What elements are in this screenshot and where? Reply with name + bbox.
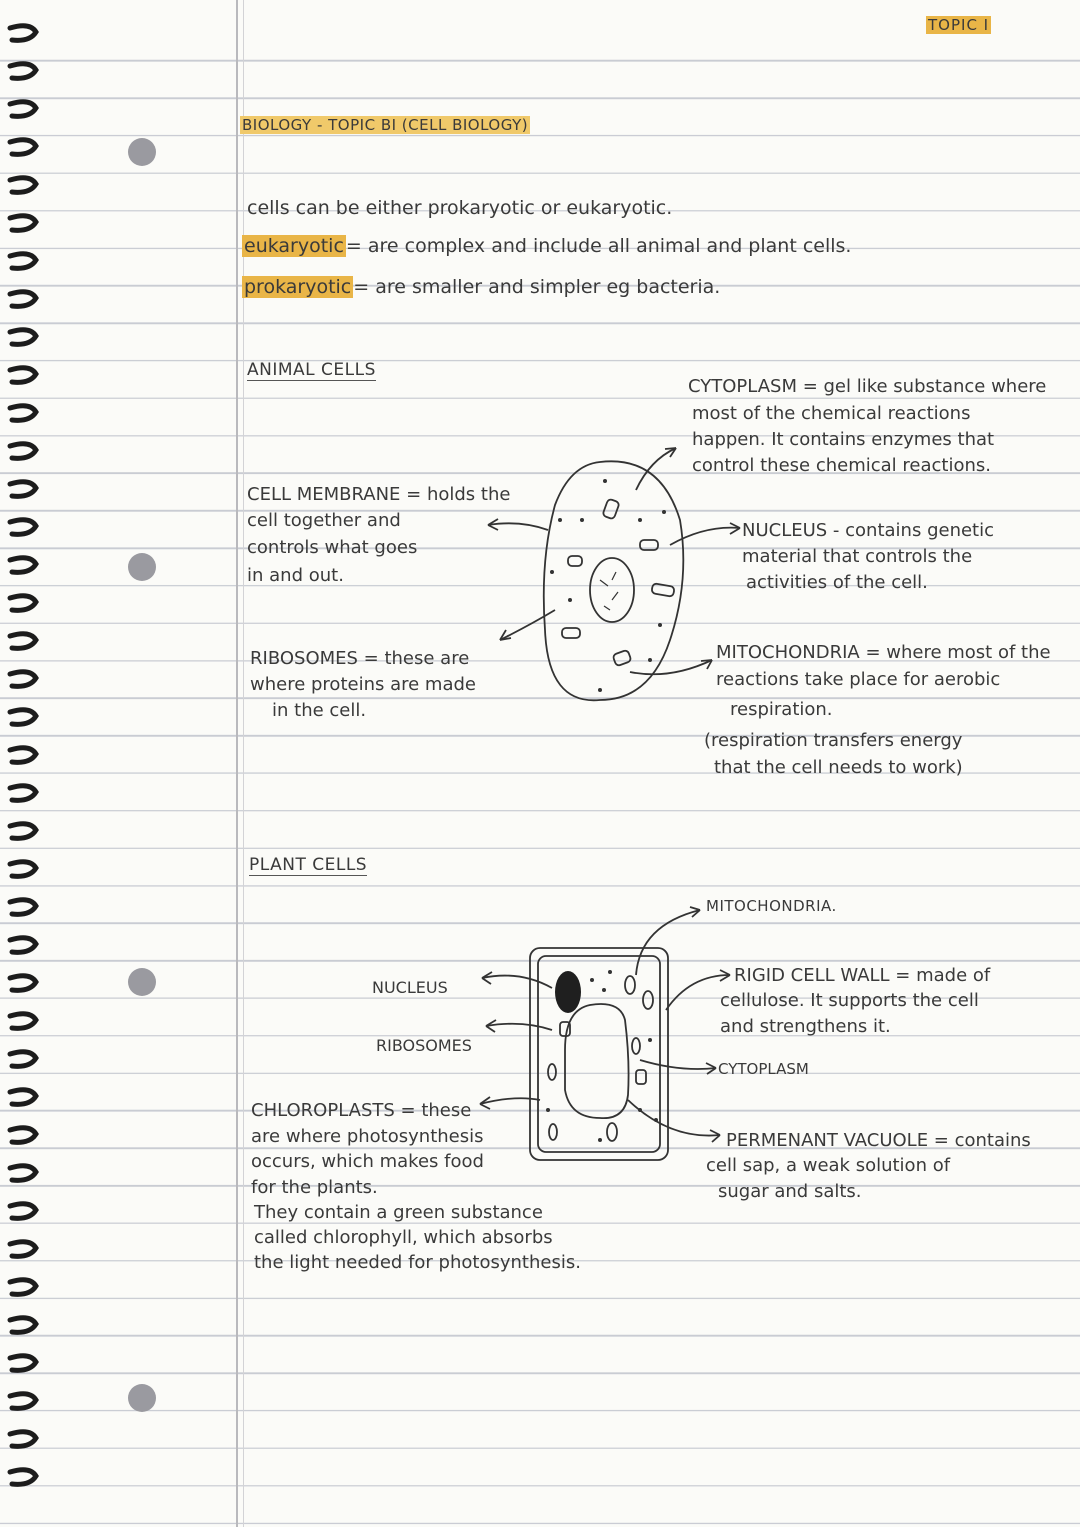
note-line: and strengthens it. — [720, 1016, 891, 1037]
page-title: BIOLOGY - TOPIC BI (CELL BIOLOGY) — [242, 116, 529, 134]
note-line: cell together and — [247, 510, 401, 531]
plant-cytoplasm-label: CYTOPLASM — [718, 1060, 809, 1078]
note-line: most of the chemical reactions — [692, 403, 971, 424]
note-line: PERMENANT VACUOLE = contains — [726, 1130, 1031, 1151]
note-line: control these chemical reactions. — [692, 455, 991, 476]
intro-line: cells can be either prokaryotic or eukaryotic. — [247, 197, 673, 219]
note-line: RIBOSOMES = these are — [250, 648, 470, 669]
note-line: (respiration transfers energy — [704, 730, 963, 751]
eukaryotic-def-text: = are complex and include all animal and plant cells. — [345, 235, 852, 257]
plant-cells-heading: PLANT CELLS — [249, 855, 368, 875]
note-line: called chlorophyll, which absorbs — [254, 1227, 553, 1248]
animal-cells-heading: ANIMAL CELLS — [247, 360, 376, 380]
plant-ribosomes-label: RIBOSOMES — [376, 1036, 472, 1055]
note-line: They contain a green substance — [254, 1202, 543, 1223]
note-line: the light needed for photosynthesis. — [254, 1252, 581, 1273]
note-line: in the cell. — [272, 700, 367, 721]
note-line: that the cell needs to work) — [714, 757, 963, 778]
note-line: RIGID CELL WALL = made of — [734, 965, 991, 986]
note-line: sugar and salts. — [718, 1181, 862, 1202]
note-line: where proteins are made — [250, 674, 476, 695]
topic-tag: TOPIC I — [928, 16, 990, 34]
note-line: material that controls the — [742, 546, 973, 567]
note-line: cellulose. It supports the cell — [720, 990, 979, 1011]
eukaryotic-term: eukaryotic — [244, 235, 344, 257]
note-line: in and out. — [247, 565, 344, 586]
note-line: controls what goes — [247, 537, 418, 558]
plant-cell-wall-shape — [530, 948, 668, 1160]
note-line: occurs, which makes food — [251, 1151, 484, 1172]
prokaryotic-def-text: = are smaller and simpler eg bacteria. — [353, 276, 721, 298]
note-line: MITOCHONDRIA = where most of the — [716, 642, 1051, 663]
note-line: CHLOROPLASTS = these — [251, 1100, 472, 1121]
prokaryotic-term: prokaryotic — [244, 276, 352, 298]
plant-nucleus-label: NUCLEUS — [372, 978, 448, 997]
note-line: are where photosynthesis — [251, 1126, 484, 1147]
note-line: for the plants. — [251, 1177, 378, 1198]
note-line: respiration. — [730, 699, 833, 720]
note-line: NUCLEUS - contains genetic — [742, 520, 994, 541]
note-line: CYTOPLASM = gel like substance where — [688, 376, 1047, 397]
note-line: activities of the cell. — [746, 572, 928, 593]
note-line: CELL MEMBRANE = holds the — [247, 484, 511, 505]
note-line: cell sap, a weak solution of — [706, 1155, 951, 1176]
plant-mitochondria-label: MITOCHONDRIA. — [706, 897, 837, 915]
note-line: reactions take place for aerobic — [716, 669, 1001, 690]
note-line: happen. It contains enzymes that — [692, 429, 995, 450]
plant-vacuole-shape — [565, 1004, 629, 1118]
